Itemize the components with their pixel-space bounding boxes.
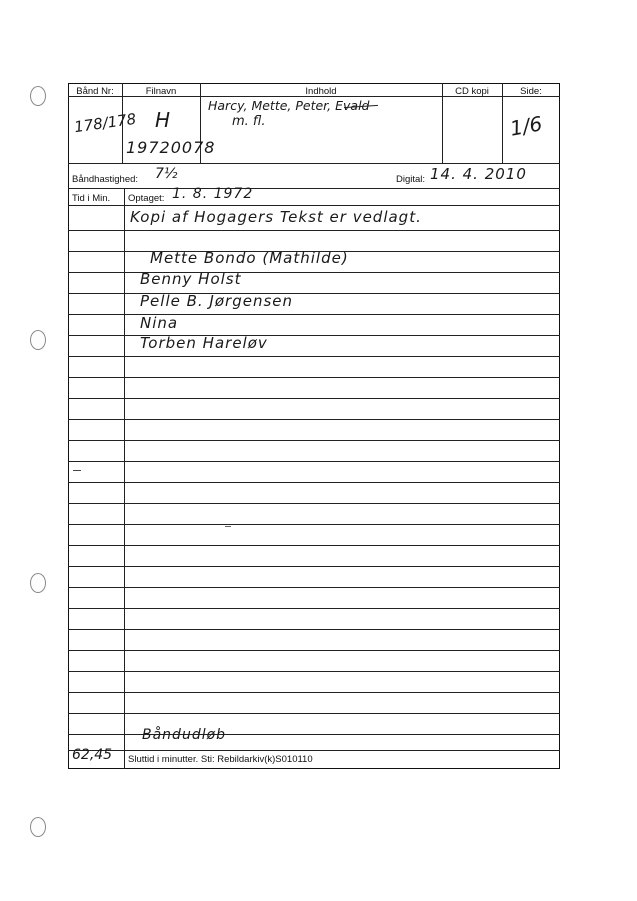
punch-hole-1 [30,86,46,106]
header-cd-kopi: CD kopi [455,86,489,97]
filnavn-letter: H [155,108,171,132]
end-note: Båndudløb [142,727,227,743]
stray-mark [73,470,81,471]
log-entry: Torben Hareløv [140,334,268,352]
punch-hole-4 [30,817,46,837]
optaget-label: Optaget: [128,193,165,204]
optaget-value: 1. 8. 1972 [172,186,254,202]
punch-hole-2 [30,330,46,350]
log-entry: Pelle B. Jørgensen [140,292,294,310]
filnavn-number: 19720078 [126,138,216,157]
log-entry: Mette Bondo (Mathilde) [150,249,349,267]
log-entry: Kopi af Hogagers Tekst er vedlagt. [130,208,422,226]
speed-label: Båndhastighed: [72,174,139,185]
speed-value: 7½ [155,166,178,182]
indhold-line1: Harcy, Mette, Peter, Evald [208,98,370,113]
digital-label: Digital: [396,174,426,185]
tid-header: Tid i Min. [72,193,111,204]
header-side: Side: [520,86,542,97]
side-value: 1/6 [508,111,545,141]
form-frame [68,83,560,769]
digital-value: 14. 4. 2010 [430,165,527,183]
band-nr-value: 178/178 [73,109,138,137]
punch-hole-3 [30,573,46,593]
log-entry: Benny Holst [140,270,242,288]
header-filnavn: Filnavn [145,86,177,97]
header-indhold: Indhold [305,86,337,97]
log-entry: Nina [140,314,179,332]
end-time: 62,45 [72,747,113,763]
header-band-nr: Bånd Nr: [76,86,114,97]
stray-mark [225,526,231,527]
footer-text: Sluttid i minutter. Sti: Rebildarkiv(k)S010110 [128,754,313,765]
indhold-line2: m. fl. [232,114,266,129]
